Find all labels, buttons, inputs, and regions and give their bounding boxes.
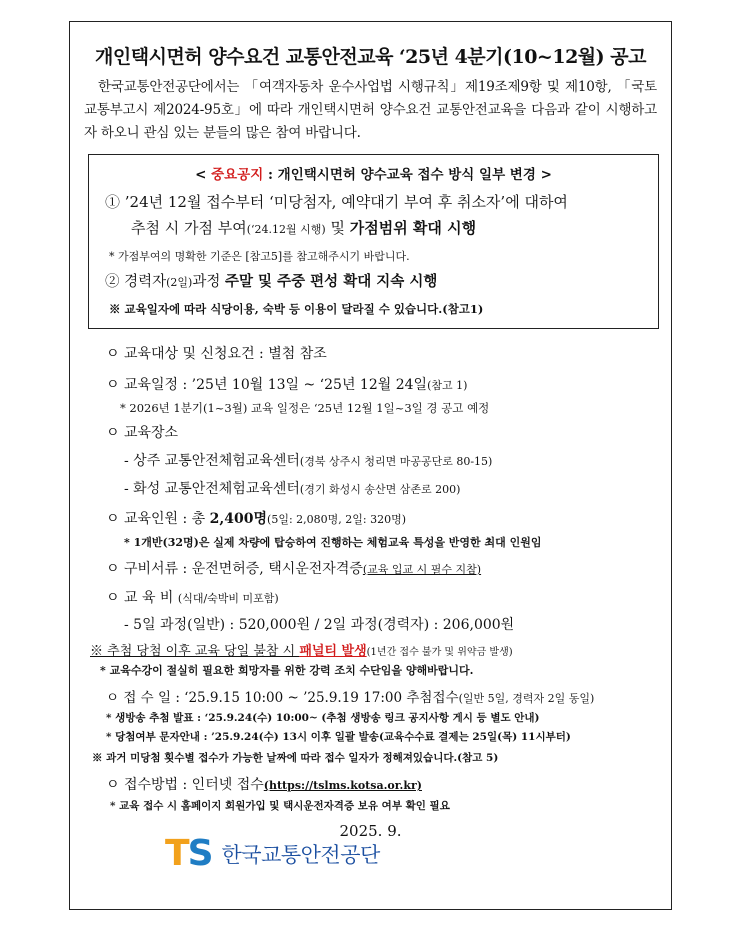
document-frame — [69, 21, 672, 910]
docs-line: ㅇ 구비서류 : 운전면허증, 택시운전자격증(교육 입교 시 필수 지참) — [106, 561, 482, 577]
notice-title: < 중요공지 : 개인택시면허 양수교육 접수 방식 일부 변경 > — [195, 167, 552, 183]
fee-detail: - 5일 과정(일반) : 520,000원 / 2일 과정(경력자) : 206,000원 — [124, 617, 515, 633]
notice-box — [88, 154, 659, 329]
apply-note-sms: * 당첨여부 문자안내 : ’25.9.24(수) 13시 이후 일괄 발송(교육수수료 결제는 25일(목) 11시부터) — [106, 731, 571, 743]
place-sangju: - 상주 교통안전체험교육센터(경북 상주시 청리면 마공공단로 80-15) — [124, 453, 493, 469]
notice-item-1-line-1: ① ’24년 12월 접수부터 ‘미당첨자, 예약대기 부여 후 취소자’에 대하여 — [105, 193, 568, 211]
org-name: 한국교통안전공단 — [221, 843, 380, 867]
apply-line: ㅇ 접 수 일 : ‘25.9.15 10:00 ~ ’25.9.19 17:00 추첨접수(일반 5일, 경력자 2일 동일) — [106, 690, 595, 706]
target-line: ㅇ 교육대상 및 신청요건 : 별첨 참조 — [106, 346, 327, 362]
notice-item-1-line-2: 추첨 시 가점 부여(‘24.12월 시행) 및 가점범위 확대 시행 — [131, 219, 477, 237]
penalty-note: * 교육수강이 절실히 필요한 희망자를 위한 강력 조치 수단임을 양해바랍니다. — [100, 664, 474, 677]
page-title: 개인택시면허 양수요건 교통안전교육 ‘25년 4분기(10~12월) 공고 — [95, 46, 646, 68]
capacity-line: ㅇ 교육인원 : 총 2,400명(5일: 2,080명, 2일: 320명) — [106, 511, 407, 527]
ts-logo-mark: TS — [165, 833, 212, 874]
announcement-date: 2025. 9. — [339, 822, 402, 840]
penalty-line: ※ 추첨 당첨 이후 교육 당일 불참 시 패널티 발생(1년간 접수 불가 및 위약금 발생) — [90, 644, 513, 659]
capacity-note: * 1개반(32명)은 실제 차량에 탑승하여 진행하는 체험교육 특성을 반영한 최대 인원임 — [124, 536, 542, 549]
fee-line: ㅇ 교 육 비 (식대/숙박비 미포함) — [106, 590, 279, 606]
place-hwaseong: - 화성 교통안전체험교육센터(경기 화성시 송산면 삼존로 200) — [124, 481, 461, 497]
notice-item-2: ② 경력자(2일)과정 주말 및 주중 편성 확대 지속 시행 — [105, 273, 438, 290]
kotsa-logo — [165, 834, 380, 874]
notice-item-2-note: ※ 교육일자에 따라 식당이용, 숙박 등 이용이 달라질 수 있습니다.(참고1) — [109, 302, 484, 316]
intro-paragraph: 한국교통안전공단에서는 「여객자동차 운수사업법 시행규칙」제19조제9항 및 제10항, 「국토교통부고시 제2024-95호」에 따라 개인택시면허 양수요건 교통안전교육을 다음과 같이 시행하고자 하오니 관심 있는 분들의 많은 참여 바랍니다. — [84, 79, 657, 141]
method-note: * 교육 접수 시 홈페이지 회원가입 및 택시운전자격증 보유 여부 확인 필요 — [110, 800, 450, 812]
notice-title-highlight: 중요공지 — [211, 167, 264, 183]
apply-note-history: ※ 과거 미당첨 횟수별 접수가 가능한 날짜에 따라 접수 일자가 정해져있습니다.(참고 5) — [92, 752, 499, 764]
apply-url-link[interactable]: (https://tslms.kotsa.or.kr) — [263, 779, 422, 792]
schedule-note: * 2026년 1분기(1~3월) 교육 일정은 ‘25년 12월 1일~3일 경 공고 예정 — [120, 401, 490, 415]
place-heading: ㅇ 교육장소 — [106, 425, 179, 441]
apply-note-broadcast: * 생방송 추첨 발표 : ‘25.9.24(수) 10:00~ (추첨 생방송 링크 공지사항 게시 등 별도 안내) — [106, 712, 540, 724]
schedule-line: ㅇ 교육일정 : ’25년 10월 13일 ~ ‘25년 12월 24일(참고 1) — [106, 377, 468, 393]
notice-item-1-note: * 가점부여의 명확한 기준은 [참고5]를 참고해주시기 바랍니다. — [109, 250, 410, 263]
method-line: ㅇ 접수방법 : 인터넷 접수(https://tslms.kotsa.or.kr) — [106, 777, 422, 793]
